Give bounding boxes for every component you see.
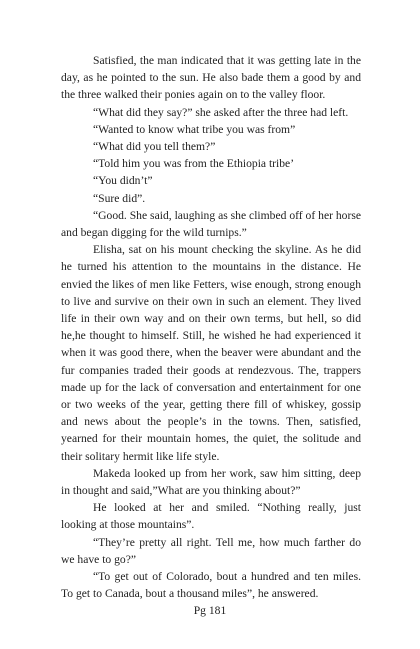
body-text — [61, 52, 361, 603]
paragraph: “Good. She said, laughing as she climbed off of her horse and began digging for the wild turnips.” — [61, 208, 361, 240]
paragraph: Elisha, sat on his mount checking the skyline. As he did he turned his attention to the mountains in the distance. He envied the likes of men like Fetters, wise enough, strong enough to live and survive on their own in such an element. They lived life in their own way and on their own terms, but hell, so did he,he thought to himself. Still, he wished he had experienced it when it was good there, when the beaver were abundant and the fur companies traded their goods at rendezvous. The, trappers made up for the lack of conversation and entertainment for one or two weeks of the year, getting there fill of whiskey, gossip and news about the people’s in the towns. Then, satisfied, yearned for their mountain homes, the quiet, the solitude and their solitary hermit like life style. — [61, 243, 361, 463]
paragraph: “They’re pretty all right. Tell me, how much farther do we have to go?” — [61, 535, 361, 566]
paragraph: “To get out of Colorado, bout a hundred and ten miles. To get to Canada, bout a thousand miles”, he answered. — [61, 570, 361, 601]
paragraph: “Sure did”. — [93, 191, 146, 205]
paragraph: “Told him you was from the Ethiopia tribe’ — [93, 157, 295, 171]
paragraph: “Wanted to know what tribe you was from” — [93, 122, 296, 136]
paragraph: “You didn’t” — [93, 174, 153, 188]
paragraph: “What did you tell them?” — [93, 140, 216, 154]
paragraph: Satisfied, the man indicated that it was getting late in the day, as he pointed to the sun. He also bade them a good by and the three walked their ponies again on to the valley floor. — [61, 54, 361, 102]
paragraph: Makeda looked up from her work, saw him sitting, deep in thought and said,”What are you thinking about?” — [61, 466, 361, 498]
paragraph: “What did they say?” she asked after the three had left. — [93, 105, 349, 119]
paragraph: He looked at her and smiled. “Nothing really, just looking at those mountains”. — [61, 501, 361, 532]
page-number: Pg 181 — [193, 604, 227, 617]
